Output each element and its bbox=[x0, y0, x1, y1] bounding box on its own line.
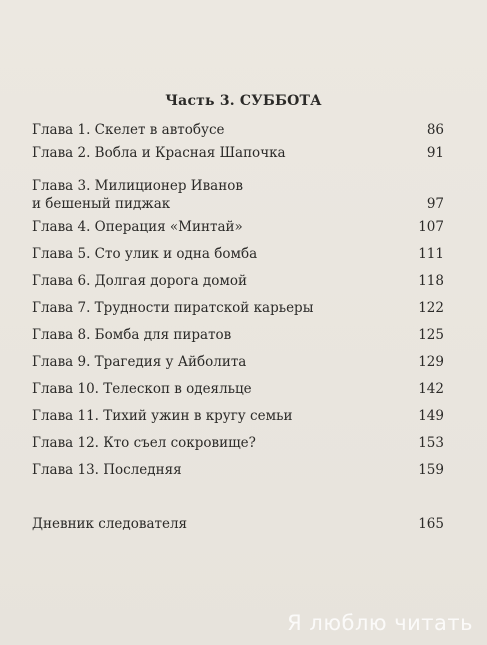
watermark: Я люблю читать bbox=[287, 611, 473, 635]
chapter-title: Глава 4. Операция «Минтай» bbox=[32, 218, 243, 235]
toc-entry bbox=[32, 348, 444, 375]
page-number: 86 bbox=[426, 122, 444, 138]
chapter-title: Глава 3. Милиционер Иванов и бешеный пиджак bbox=[32, 178, 243, 212]
toc-entry bbox=[32, 213, 444, 240]
toc-entry bbox=[32, 510, 444, 537]
toc-entry bbox=[32, 171, 444, 213]
appendix-title: Дневник следователя bbox=[32, 515, 188, 532]
chapter-title: Глава 7. Трудности пиратской карьеры bbox=[32, 299, 314, 316]
table-of-contents bbox=[32, 117, 444, 483]
toc-entry bbox=[32, 456, 444, 483]
toc-entry bbox=[32, 429, 444, 456]
chapter-title: Глава 13. Последняя bbox=[32, 461, 182, 478]
page-number: 91 bbox=[426, 144, 444, 161]
chapter-title: Глава 5. Сто улик и одна бомба bbox=[32, 245, 258, 262]
page-number: 122 bbox=[418, 299, 444, 316]
part-title: Часть 3. СУББОТА bbox=[165, 93, 322, 109]
chapter-title: Глава 10. Телескоп в одеяльце bbox=[32, 380, 252, 397]
chapter-title: Глава 12. Кто съел сокровище? bbox=[32, 434, 256, 451]
chapter-title: Глава 8. Бомба для пиратов bbox=[32, 326, 232, 343]
page-number: 159 bbox=[418, 461, 444, 478]
page-number: 111 bbox=[418, 245, 444, 262]
page-number: 125 bbox=[418, 326, 444, 343]
toc-entry bbox=[32, 267, 444, 294]
chapter-title: Глава 2. Вобла и Красная Шапочка bbox=[32, 144, 286, 161]
page-number: 153 bbox=[418, 434, 444, 451]
page-number: 97 bbox=[426, 196, 444, 212]
toc-entry bbox=[32, 240, 444, 267]
page-number: 165 bbox=[418, 515, 444, 532]
toc-entry bbox=[32, 402, 444, 429]
page-number: 142 bbox=[418, 380, 444, 397]
chapter-title: Глава 1. Скелет в автобусе bbox=[32, 122, 225, 138]
page-number: 118 bbox=[418, 272, 444, 289]
toc-entry bbox=[32, 139, 444, 166]
page-number: 129 bbox=[418, 353, 444, 370]
toc-footer bbox=[32, 510, 444, 537]
toc-entry bbox=[32, 294, 444, 321]
chapter-title: Глава 9. Трагедия у Айболита bbox=[32, 353, 247, 370]
chapter-title: Глава 6. Долгая дорога домой bbox=[32, 272, 247, 289]
page-number: 149 bbox=[418, 407, 444, 424]
toc-entry bbox=[32, 117, 444, 139]
page-number: 107 bbox=[418, 218, 444, 235]
toc-entry bbox=[32, 375, 444, 402]
chapter-title: Глава 11. Тихий ужин в кругу семьи bbox=[32, 407, 293, 424]
toc-entry bbox=[32, 321, 444, 348]
